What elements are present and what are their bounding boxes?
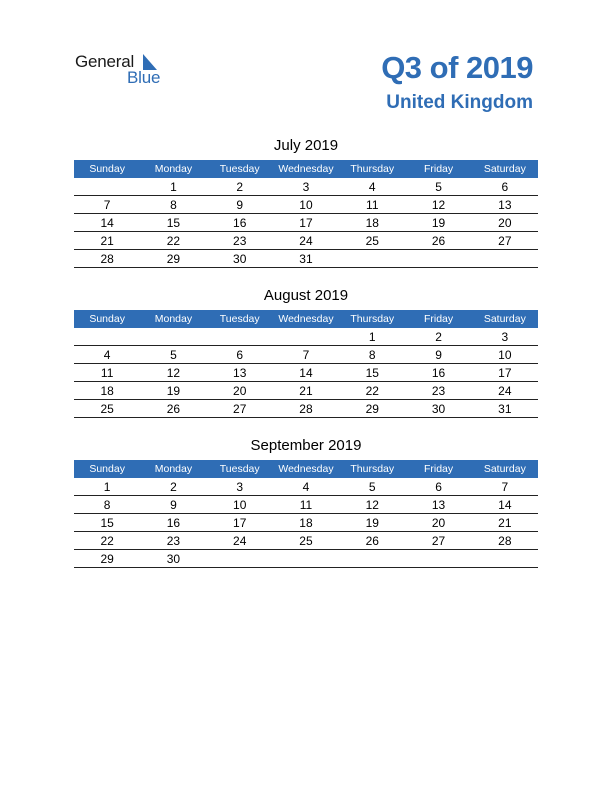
weekday-header — [74, 310, 538, 328]
day-cell: 21 — [100, 234, 114, 248]
day-cell: 22 — [100, 534, 114, 548]
day-cell: 6 — [435, 480, 442, 494]
week-row — [74, 382, 538, 400]
weekday-label: Saturday — [483, 313, 526, 325]
week-row — [74, 250, 538, 268]
day-cell — [140, 328, 206, 345]
week-row — [74, 178, 538, 196]
day-cell: 25 — [365, 234, 379, 248]
week-row — [74, 532, 538, 550]
day-cell: 25 — [100, 402, 114, 416]
day-cell: 21 — [498, 516, 512, 530]
brand-logo — [75, 52, 175, 88]
day-cell: 17 — [498, 366, 512, 380]
day-cell: 24 — [233, 534, 247, 548]
quarter-title: Q3 of 2019 — [381, 50, 533, 85]
weekday-label: Thursday — [350, 313, 395, 325]
day-cell — [74, 328, 140, 345]
weekday-label: Thursday — [350, 163, 395, 175]
day-cell: 19 — [166, 384, 181, 398]
day-cell: 27 — [233, 402, 247, 416]
week-row — [74, 478, 538, 496]
day-cell: 2 — [435, 330, 442, 344]
day-cell: 17 — [299, 216, 313, 230]
weekday-label: Monday — [154, 463, 193, 475]
day-cell: 22 — [166, 234, 181, 248]
day-cell: 5 — [170, 348, 177, 362]
month-title: August 2019 — [263, 287, 349, 304]
day-cell: 29 — [100, 552, 114, 566]
day-cell: 6 — [236, 348, 244, 362]
weekday-label: Wednesday — [278, 463, 334, 475]
weekday-label: Wednesday — [278, 163, 334, 175]
weekday-header — [74, 460, 538, 478]
weekday-label: Sunday — [89, 163, 125, 175]
month-title: September 2019 — [250, 437, 362, 454]
day-cell: 3 — [302, 180, 310, 194]
day-cell — [207, 328, 273, 345]
day-cell: 1 — [368, 330, 376, 344]
day-cell: 23 — [431, 384, 446, 398]
week-row — [74, 328, 538, 346]
month-title: July 2019 — [273, 137, 339, 154]
day-cell: 24 — [299, 234, 313, 248]
day-cell: 29 — [365, 402, 379, 416]
weekday-label: Saturday — [483, 463, 526, 475]
day-cell — [405, 250, 471, 267]
week-row — [74, 496, 538, 514]
week-row — [74, 514, 538, 532]
day-cell: 18 — [365, 216, 379, 230]
day-cell: 20 — [498, 216, 512, 230]
day-cell: 15 — [166, 216, 181, 230]
weekday-label: Sunday — [89, 463, 125, 475]
day-cell: 16 — [431, 366, 446, 380]
month-calendar-september — [74, 436, 538, 568]
day-cell: 8 — [103, 498, 111, 512]
day-cell: 25 — [299, 534, 313, 548]
day-cell: 7 — [501, 480, 509, 494]
day-cell: 9 — [236, 198, 244, 212]
weekday-label: Friday — [423, 313, 454, 325]
day-cell: 13 — [233, 366, 247, 380]
day-cell: 31 — [299, 252, 313, 266]
day-cell — [405, 550, 471, 567]
weekday-label: Friday — [423, 163, 454, 175]
week-row — [74, 550, 538, 568]
week-row — [74, 232, 538, 250]
weekday-label: Saturday — [483, 163, 526, 175]
weekday-label: Monday — [154, 313, 193, 325]
day-cell: 6 — [501, 180, 509, 194]
day-cell: 8 — [170, 198, 177, 212]
logo-text-general: General — [75, 52, 135, 71]
day-cell: 16 — [233, 216, 247, 230]
day-cell — [74, 178, 140, 195]
day-cell: 23 — [166, 534, 181, 548]
week-row — [74, 196, 538, 214]
day-cell: 30 — [431, 402, 446, 416]
day-cell: 12 — [431, 198, 446, 212]
day-cell — [207, 550, 273, 567]
week-row — [74, 214, 538, 232]
day-cell: 12 — [166, 366, 181, 380]
day-cell: 14 — [498, 498, 512, 512]
day-cell: 14 — [299, 366, 313, 380]
week-row — [74, 400, 538, 418]
weekday-label: Sunday — [89, 313, 125, 325]
day-cell: 26 — [431, 234, 446, 248]
day-cell — [273, 550, 339, 567]
logo-text-blue: Blue — [127, 68, 161, 87]
day-cell: 29 — [166, 252, 181, 266]
weekday-header — [74, 160, 538, 178]
weekday-label: Tuesday — [219, 463, 260, 475]
day-cell: 7 — [302, 348, 310, 362]
day-cell: 4 — [302, 480, 310, 494]
day-cell: 27 — [431, 534, 446, 548]
day-cell: 11 — [299, 498, 313, 512]
day-cell: 27 — [498, 234, 512, 248]
month-calendar-july — [74, 136, 538, 268]
day-cell: 18 — [299, 516, 313, 530]
day-cell — [472, 250, 538, 267]
day-cell: 14 — [100, 216, 114, 230]
week-row — [74, 364, 538, 382]
day-cell: 11 — [366, 198, 379, 212]
day-cell: 15 — [100, 516, 114, 530]
weekday-label: Tuesday — [219, 313, 260, 325]
day-cell: 7 — [103, 198, 111, 212]
day-cell: 24 — [498, 384, 512, 398]
day-cell: 28 — [299, 402, 313, 416]
weekday-label: Monday — [154, 163, 193, 175]
day-cell: 5 — [368, 480, 376, 494]
day-cell: 18 — [100, 384, 114, 398]
day-cell: 10 — [233, 498, 247, 512]
day-cell: 28 — [100, 252, 114, 266]
day-cell: 9 — [435, 348, 442, 362]
month-calendar-august — [74, 286, 538, 418]
day-cell: 31 — [498, 402, 512, 416]
day-cell: 13 — [431, 498, 446, 512]
day-cell: 16 — [166, 516, 181, 530]
day-cell: 21 — [299, 384, 313, 398]
day-cell: 23 — [233, 234, 247, 248]
day-cell: 26 — [365, 534, 379, 548]
day-cell: 20 — [431, 516, 446, 530]
day-cell — [472, 550, 538, 567]
day-cell: 2 — [236, 180, 244, 194]
day-cell: 10 — [299, 198, 313, 212]
day-cell: 2 — [170, 480, 177, 494]
day-cell: 1 — [170, 180, 177, 194]
weekday-label: Thursday — [350, 463, 395, 475]
day-cell: 20 — [233, 384, 247, 398]
week-row — [74, 346, 538, 364]
day-cell: 4 — [103, 348, 111, 362]
day-cell: 3 — [236, 480, 244, 494]
day-cell: 15 — [365, 366, 379, 380]
day-cell: 30 — [233, 252, 247, 266]
day-cell: 19 — [431, 216, 446, 230]
day-cell: 26 — [166, 402, 181, 416]
day-cell: 28 — [498, 534, 512, 548]
day-cell: 4 — [368, 180, 376, 194]
day-cell: 9 — [170, 498, 177, 512]
day-cell — [339, 550, 405, 567]
country-name: United Kingdom — [386, 92, 533, 113]
day-cell: 3 — [501, 330, 509, 344]
day-cell: 19 — [365, 516, 379, 530]
day-cell: 5 — [435, 180, 442, 194]
day-cell: 1 — [103, 480, 111, 494]
weekday-label: Friday — [423, 463, 454, 475]
day-cell: 12 — [365, 498, 379, 512]
day-cell: 17 — [233, 516, 247, 530]
day-cell: 8 — [368, 348, 376, 362]
day-cell — [339, 250, 405, 267]
weekday-label: Tuesday — [219, 163, 260, 175]
day-cell: 13 — [498, 198, 512, 212]
day-cell: 11 — [100, 366, 114, 380]
day-cell — [273, 328, 339, 345]
weekday-label: Wednesday — [278, 313, 334, 325]
day-cell: 22 — [365, 384, 379, 398]
day-cell: 30 — [166, 552, 181, 566]
day-cell: 10 — [498, 348, 512, 362]
